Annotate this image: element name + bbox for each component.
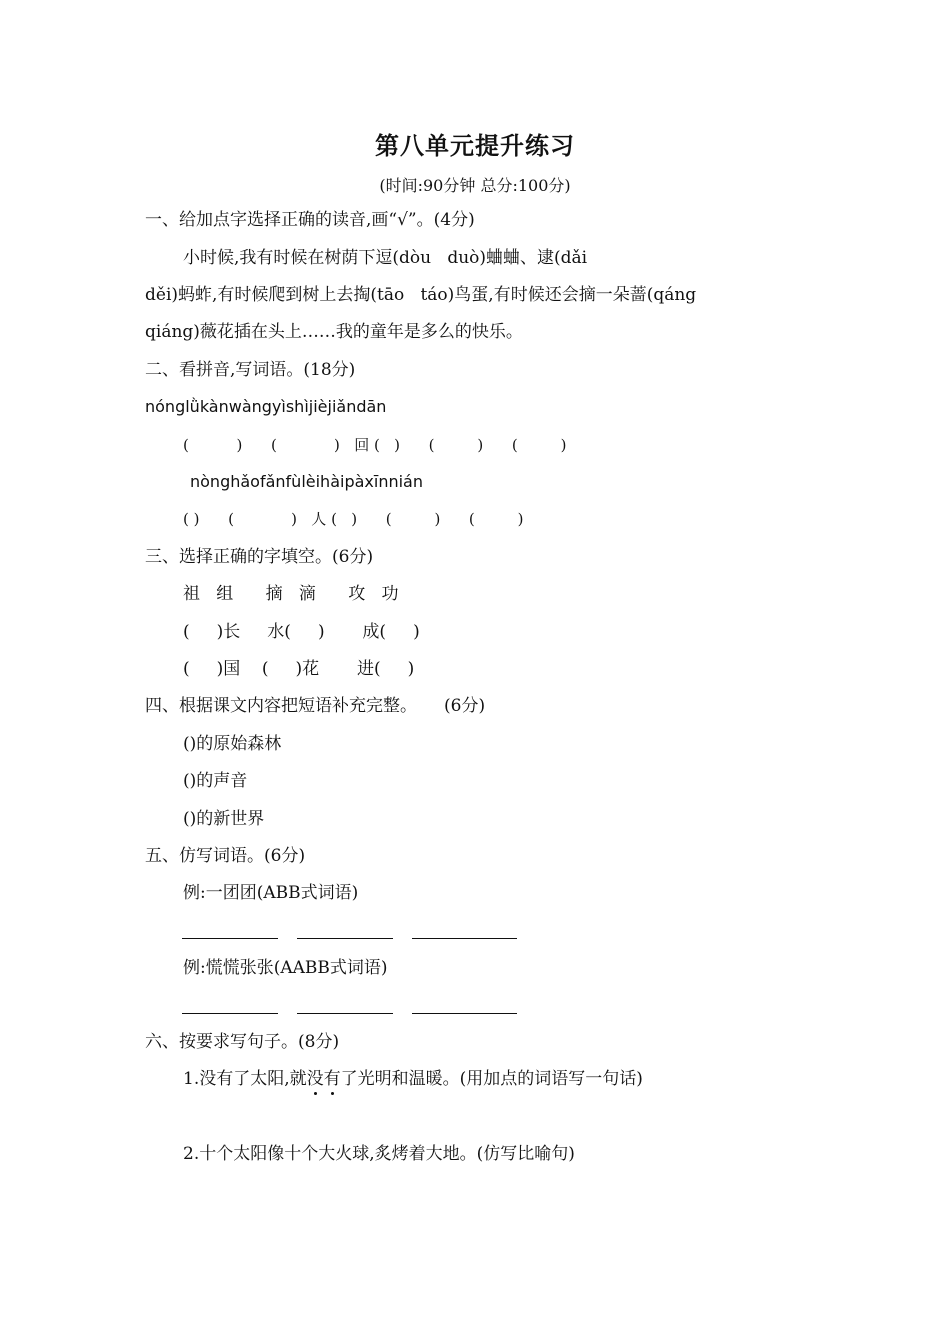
fill-row-1: ( )长 水( ) 成( ) (183, 622, 420, 642)
pinyin-row-1: nónglǜkànwàngyìshìjièjiǎndān (145, 397, 387, 416)
phrase-item-3: ()的新世界 (183, 809, 265, 829)
section-1-line-1: 小时候,我有时候在树荫下逗(dòu duò)蛐蛐、逮(dǎi (183, 248, 588, 268)
answer-line (297, 1013, 393, 1014)
answer-line (412, 1013, 517, 1014)
section-1-line-2: děi)蚂蚱,有时候爬到树上去掏(tāo táo)鸟蛋,有时候还会摘一朵蔷(qáng (145, 285, 697, 305)
answer-line (412, 938, 517, 939)
answer-line (297, 938, 393, 939)
section-6-heading: 六、按要求写句子。(8分) (145, 1032, 340, 1052)
question-1-suffix: 了光明和温暖。(用加点的词语写一句话) (340, 1069, 643, 1089)
fill-row-2: ( )国 ( )花 进( ) (183, 659, 415, 679)
dotted-char: 有 (323, 1069, 341, 1089)
sentence-question-2: 2.十个太阳像十个大火球,炙烤着大地。(仿写比喻句) (183, 1144, 575, 1164)
dotted-char: 没 (306, 1069, 324, 1089)
section-5-heading: 五、仿写词语。(6分) (145, 846, 306, 866)
answer-line (182, 938, 278, 939)
section-4-heading: 四、根据课文内容把短语补充完整。 (6分) (145, 696, 486, 716)
character-choices: 祖 组 摘 滴 攻 功 (183, 584, 399, 604)
answer-row-1: ( ) ( ) 回 ( ) ( ) ( ) (183, 436, 567, 454)
answer-row-2: ( ) ( ) 人 ( ) ( ) ( ) (183, 510, 524, 528)
phrase-item-1: ()的原始森林 (183, 734, 282, 754)
page-title: 第八单元提升练习 (375, 131, 575, 160)
question-1-prefix: 1.没有了太阳,就 (183, 1069, 307, 1089)
pinyin-row-2: nònghǎofǎnfùlèihàipàxīnnián (190, 472, 423, 491)
sentence-question-1 (183, 1068, 643, 1090)
answer-line (182, 1013, 278, 1014)
section-1-line-3: qiáng)薇花插在头上……我的童年是多么的快乐。 (145, 322, 523, 342)
section-1-heading: 一、给加点字选择正确的读音,画“√”。(4分) (145, 210, 475, 230)
section-3-heading: 三、选择正确的字填空。(6分) (145, 547, 374, 567)
phrase-item-2: ()的声音 (183, 771, 248, 791)
example-aabb: 例:慌慌张张(AABB式词语) (183, 958, 388, 978)
section-2-heading: 二、看拼音,写词语。(18分) (145, 360, 356, 380)
exam-info: (时间:90分钟 总分:100分) (379, 176, 571, 195)
example-abb: 例:一团团(ABB式词语) (183, 883, 359, 903)
